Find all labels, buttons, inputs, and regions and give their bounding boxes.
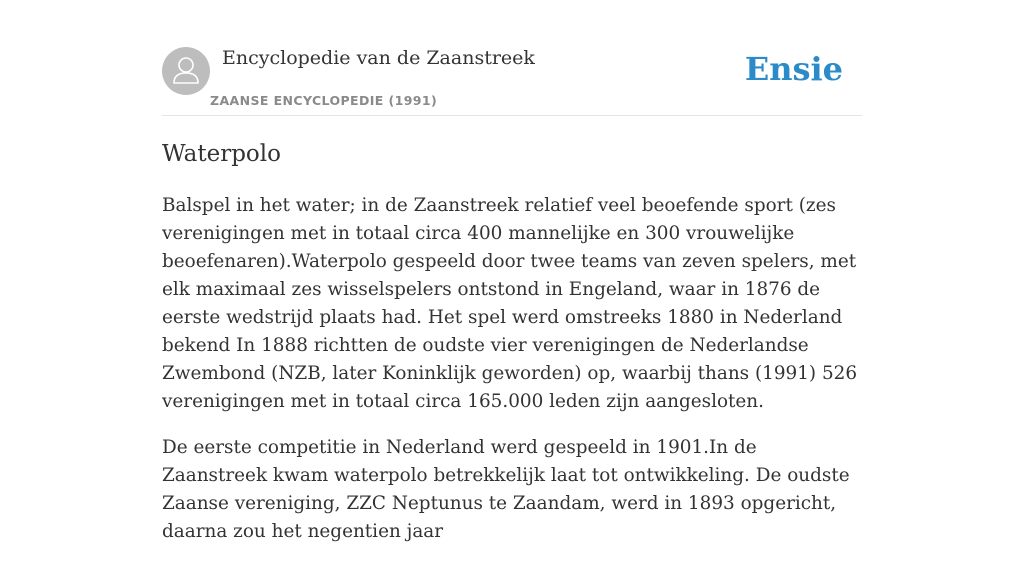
article-title: Waterpolo: [162, 141, 281, 167]
content-column: [162, 0, 862, 542]
source-title[interactable]: Encyclopedie van de Zaanstreek: [222, 47, 535, 69]
source-avatar[interactable]: [162, 47, 210, 95]
article-paragraph: De eerste competitie in Nederland werd gespeeld in 1901.In de Zaanstreek kwam waterpolo betrekkelijk laat tot ontwikkeling. De oudste Zaanse vereniging, ZZC Neptunus te Zaandam, werd in 1893 opgericht, daarna zou het negentien jaar: [162, 437, 850, 542]
article-body: [162, 192, 862, 564]
article-paragraph: Balspel in het water; in de Zaanstreek relatief veel beoefende sport (zes verenigingen met in totaal circa 400 mannelijke en 300 vrouwelijke beoefenaren).Waterpolo gespeeld door twee teams van zeven spelers, met elk maximaal zes wisselspelers ontstond in Engeland, waar in 1876 de eerste wedstrijd plaats had. Het spel werd omstreeks 1880 in Nederland bekend In 1888 richtten de oudste vier verenigingen de Nederlandse Zwembond (NZB, later Koninklijk geworden) op, waarbij thans (1991) 526 verenigingen met in totaal circa 165.000 leden zijn aangesloten.: [162, 195, 858, 412]
person-placeholder-icon: [162, 47, 210, 95]
brand-logo[interactable]: Ensie: [744, 50, 843, 88]
source-header: [162, 0, 862, 116]
source-subtitle[interactable]: ZAANSE ENCYCLOPEDIE (1991): [210, 93, 438, 108]
